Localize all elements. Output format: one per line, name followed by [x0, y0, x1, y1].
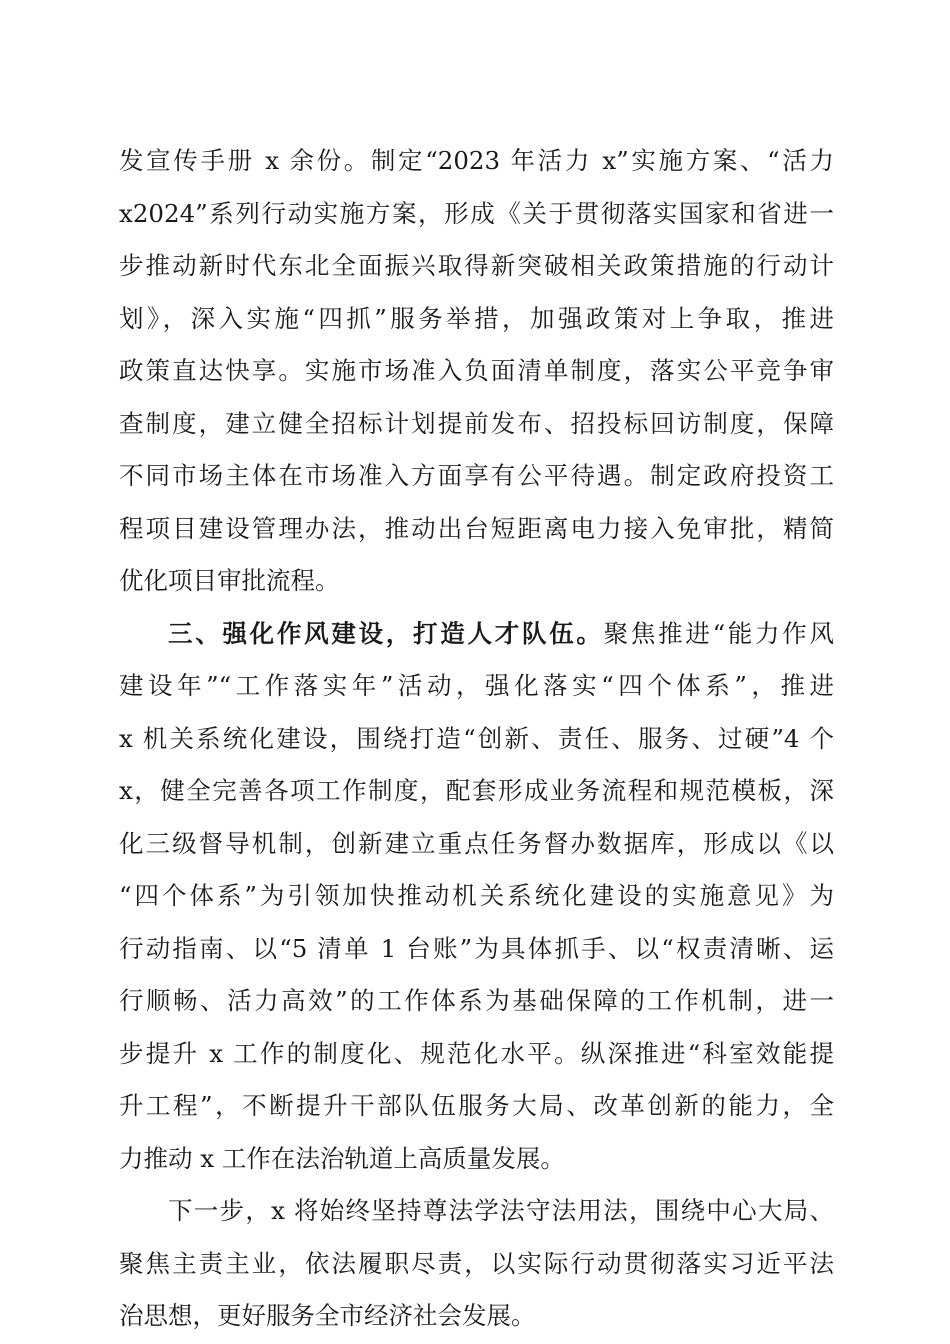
- text-line: 治思想，更好服务全市经济社会发展。: [119, 1301, 536, 1330]
- text-line: 行顺畅、活力高效”的工作体系为基础保障的工作机制，进一: [119, 986, 834, 1015]
- text-line: 聚焦主责主业，依法履职尽责，以实际行动贯彻落实习近平法: [119, 1248, 834, 1278]
- text-line: 划》，深入实施“四抓”服务举措，加强政策对上争取，推进: [119, 303, 834, 333]
- text-line: 程项目建设管理办法，推动出台短距离电力接入免审批，精简: [119, 513, 834, 543]
- document-body: [119, 135, 834, 1343]
- text-line: 不同市场主体在市场准入方面享有公平待遇。制定政府投资工: [119, 461, 834, 490]
- paragraph-3: [119, 1185, 834, 1343]
- text-line: 行动指南、以“5 清单 1 台账”为具体抓手、以“权责清晰、运: [119, 933, 834, 963]
- text-line: x2024”系列行动实施方案，形成《关于贯彻落实国家和省进一: [119, 198, 834, 228]
- text-line: 步提升 x 工作的制度化、规范化水平。纵深推进“科室效能提: [119, 1038, 834, 1068]
- paragraph-2: [119, 608, 834, 1186]
- text-line: 优化项目审批流程。: [119, 566, 340, 595]
- text-line: 步推动新时代东北全面振兴取得新突破相关政策措施的行动计: [119, 251, 834, 280]
- text-line: 查制度，建立健全招标计划提前发布、招投标回访制度，保障: [119, 408, 834, 438]
- text-line: “四个体系”为引领加快推动机关系统化建设的实施意见》为: [119, 881, 834, 910]
- paragraph-1: [119, 135, 834, 608]
- text-line: 政策直达快享。实施市场准入负面清单制度，落实公平竞争审: [119, 356, 834, 385]
- text-line: 升工程”，不断提升干部队伍服务大局、改革创新的能力，全: [119, 1091, 834, 1120]
- text-line: 力推动 x 工作在法治轨道上高质量发展。: [119, 1143, 565, 1173]
- text-line: 发宣传手册 x 余份。制定“2023 年活力 x”实施方案、“活力: [119, 146, 834, 175]
- text-line: 下一步，x 将始终坚持尊法学法守法用法，围绕中心大局、: [168, 1196, 834, 1225]
- text-line: x，健全完善各项工作制度，配套形成业务流程和规范模板，深: [119, 776, 834, 805]
- text-run: 聚焦推进“能力作风: [603, 618, 834, 648]
- text-line: 建设年”“工作落实年”活动，强化落实“四个体系”，推进: [119, 671, 834, 700]
- text-line: 化三级督导机制，创新建立重点任务督办数据库，形成以《以: [119, 828, 834, 858]
- text-line: x 机关系统化建设，围绕打造“创新、责任、服务、过硬”4 个: [119, 723, 834, 753]
- text-line: [119, 608, 834, 661]
- section-heading: 三、强化作风建设，打造人才队伍。: [168, 618, 604, 648]
